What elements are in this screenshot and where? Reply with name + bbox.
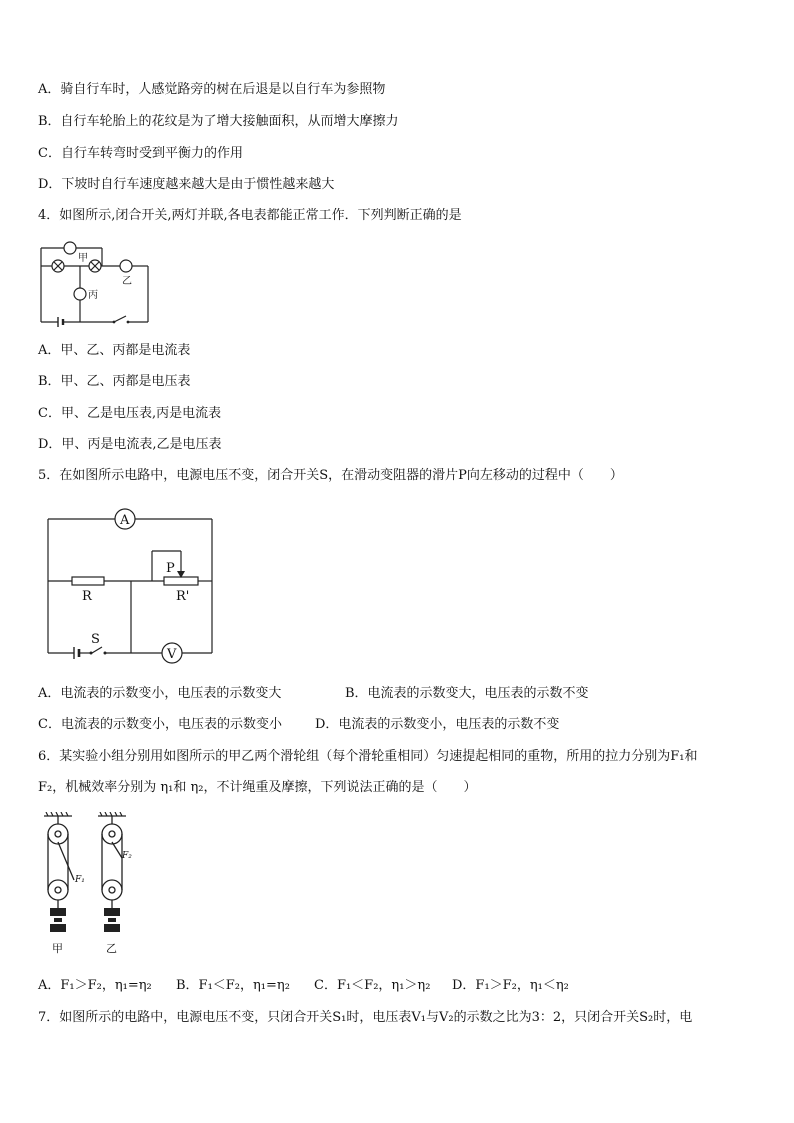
q4-option-a: A．甲、乙、丙都是电流表 [38, 343, 191, 358]
q6-jia-label: 甲 [52, 942, 63, 955]
q5-stem: 5．在如图所示电路中，电源电压不变，闭合开关S，在滑动变阻器的滑片P向左移动的过程中（ ） [38, 468, 623, 483]
q5-option-b: B．电流表的示数变大，电压表的示数不变 [345, 686, 589, 701]
q5-slider-p-label: P [166, 561, 175, 576]
q4-option-b: B．甲、乙、丙都是电压表 [38, 374, 191, 389]
q5-switch-s-label: S [91, 632, 100, 647]
q4-option-d: D．甲、丙是电流表,乙是电压表 [38, 437, 222, 452]
q6-option-c: C．F₁＜F₂，η₁＞η₂ [314, 978, 431, 993]
q6-option-a: A．F₁＞F₂，η₁=η₂ [38, 978, 152, 993]
q5-voltmeter-label: V [167, 647, 177, 662]
q6-option-d: D．F₁＞F₂，η₁＜η₂ [452, 978, 569, 993]
q6-option-b: B．F₁＜F₂，η₁=η₂ [176, 978, 290, 993]
q6-stem-line2: F₂，机械效率分别为 η₁和 η₂，不计绳重及摩擦，下列说法正确的是（ ） [38, 780, 477, 795]
q6-force-f1-label: F₁ [75, 875, 85, 885]
q3-option-c: C．自行车转弯时受到平衡力的作用 [38, 146, 243, 161]
q4-meter-bing-label: 丙 [88, 290, 98, 301]
q4-circuit-diagram [36, 236, 156, 328]
q3-option-d: D．下坡时自行车速度越来越大是由于惯性越来越大 [38, 177, 335, 192]
q5-option-d: D．电流表的示数变小，电压表的示数不变 [315, 717, 560, 732]
q4-meter-yi-label: 乙 [122, 276, 132, 287]
q4-stem: 4．如图所示,闭合开关,两灯并联,各电表都能正常工作．下列判断正确的是 [38, 208, 462, 223]
q7-stem: 7．如图所示的电路中，电源电压不变，只闭合开关S₁时，电压表V₁与V₂的示数之比为3：2，只闭合开关S₂时，电 [38, 1010, 693, 1025]
q6-pulley-diagram [38, 812, 148, 964]
q6-force-f2-label: F₂ [122, 851, 132, 861]
q3-option-b: B．自行车轮胎上的花纹是为了增大接触面积，从而增大摩擦力 [38, 114, 399, 129]
q5-option-a: A．电流表的示数变小，电压表的示数变大 [38, 686, 282, 701]
q5-circuit-diagram [40, 505, 220, 667]
q6-yi-label: 乙 [106, 942, 117, 955]
q5-rheostat-label: R' [176, 589, 190, 604]
q5-option-c: C．电流表的示数变小，电压表的示数变小 [38, 717, 282, 732]
q3-option-a: A．骑自行车时，人感觉路旁的树在后退是以自行车为参照物 [38, 82, 386, 97]
q6-stem-line1: 6．某实验小组分别用如图所示的甲乙两个滑轮组（每个滑轮重相同）匀速提起相同的重物，所用的拉力分别为F₁和 [38, 749, 698, 764]
q4-meter-jia-label: 甲 [78, 253, 88, 264]
q5-resistor-r-label: R [82, 589, 92, 604]
q4-option-c: C．甲、乙是电压表,丙是电流表 [38, 406, 222, 421]
q5-ammeter-label: A [120, 513, 130, 528]
